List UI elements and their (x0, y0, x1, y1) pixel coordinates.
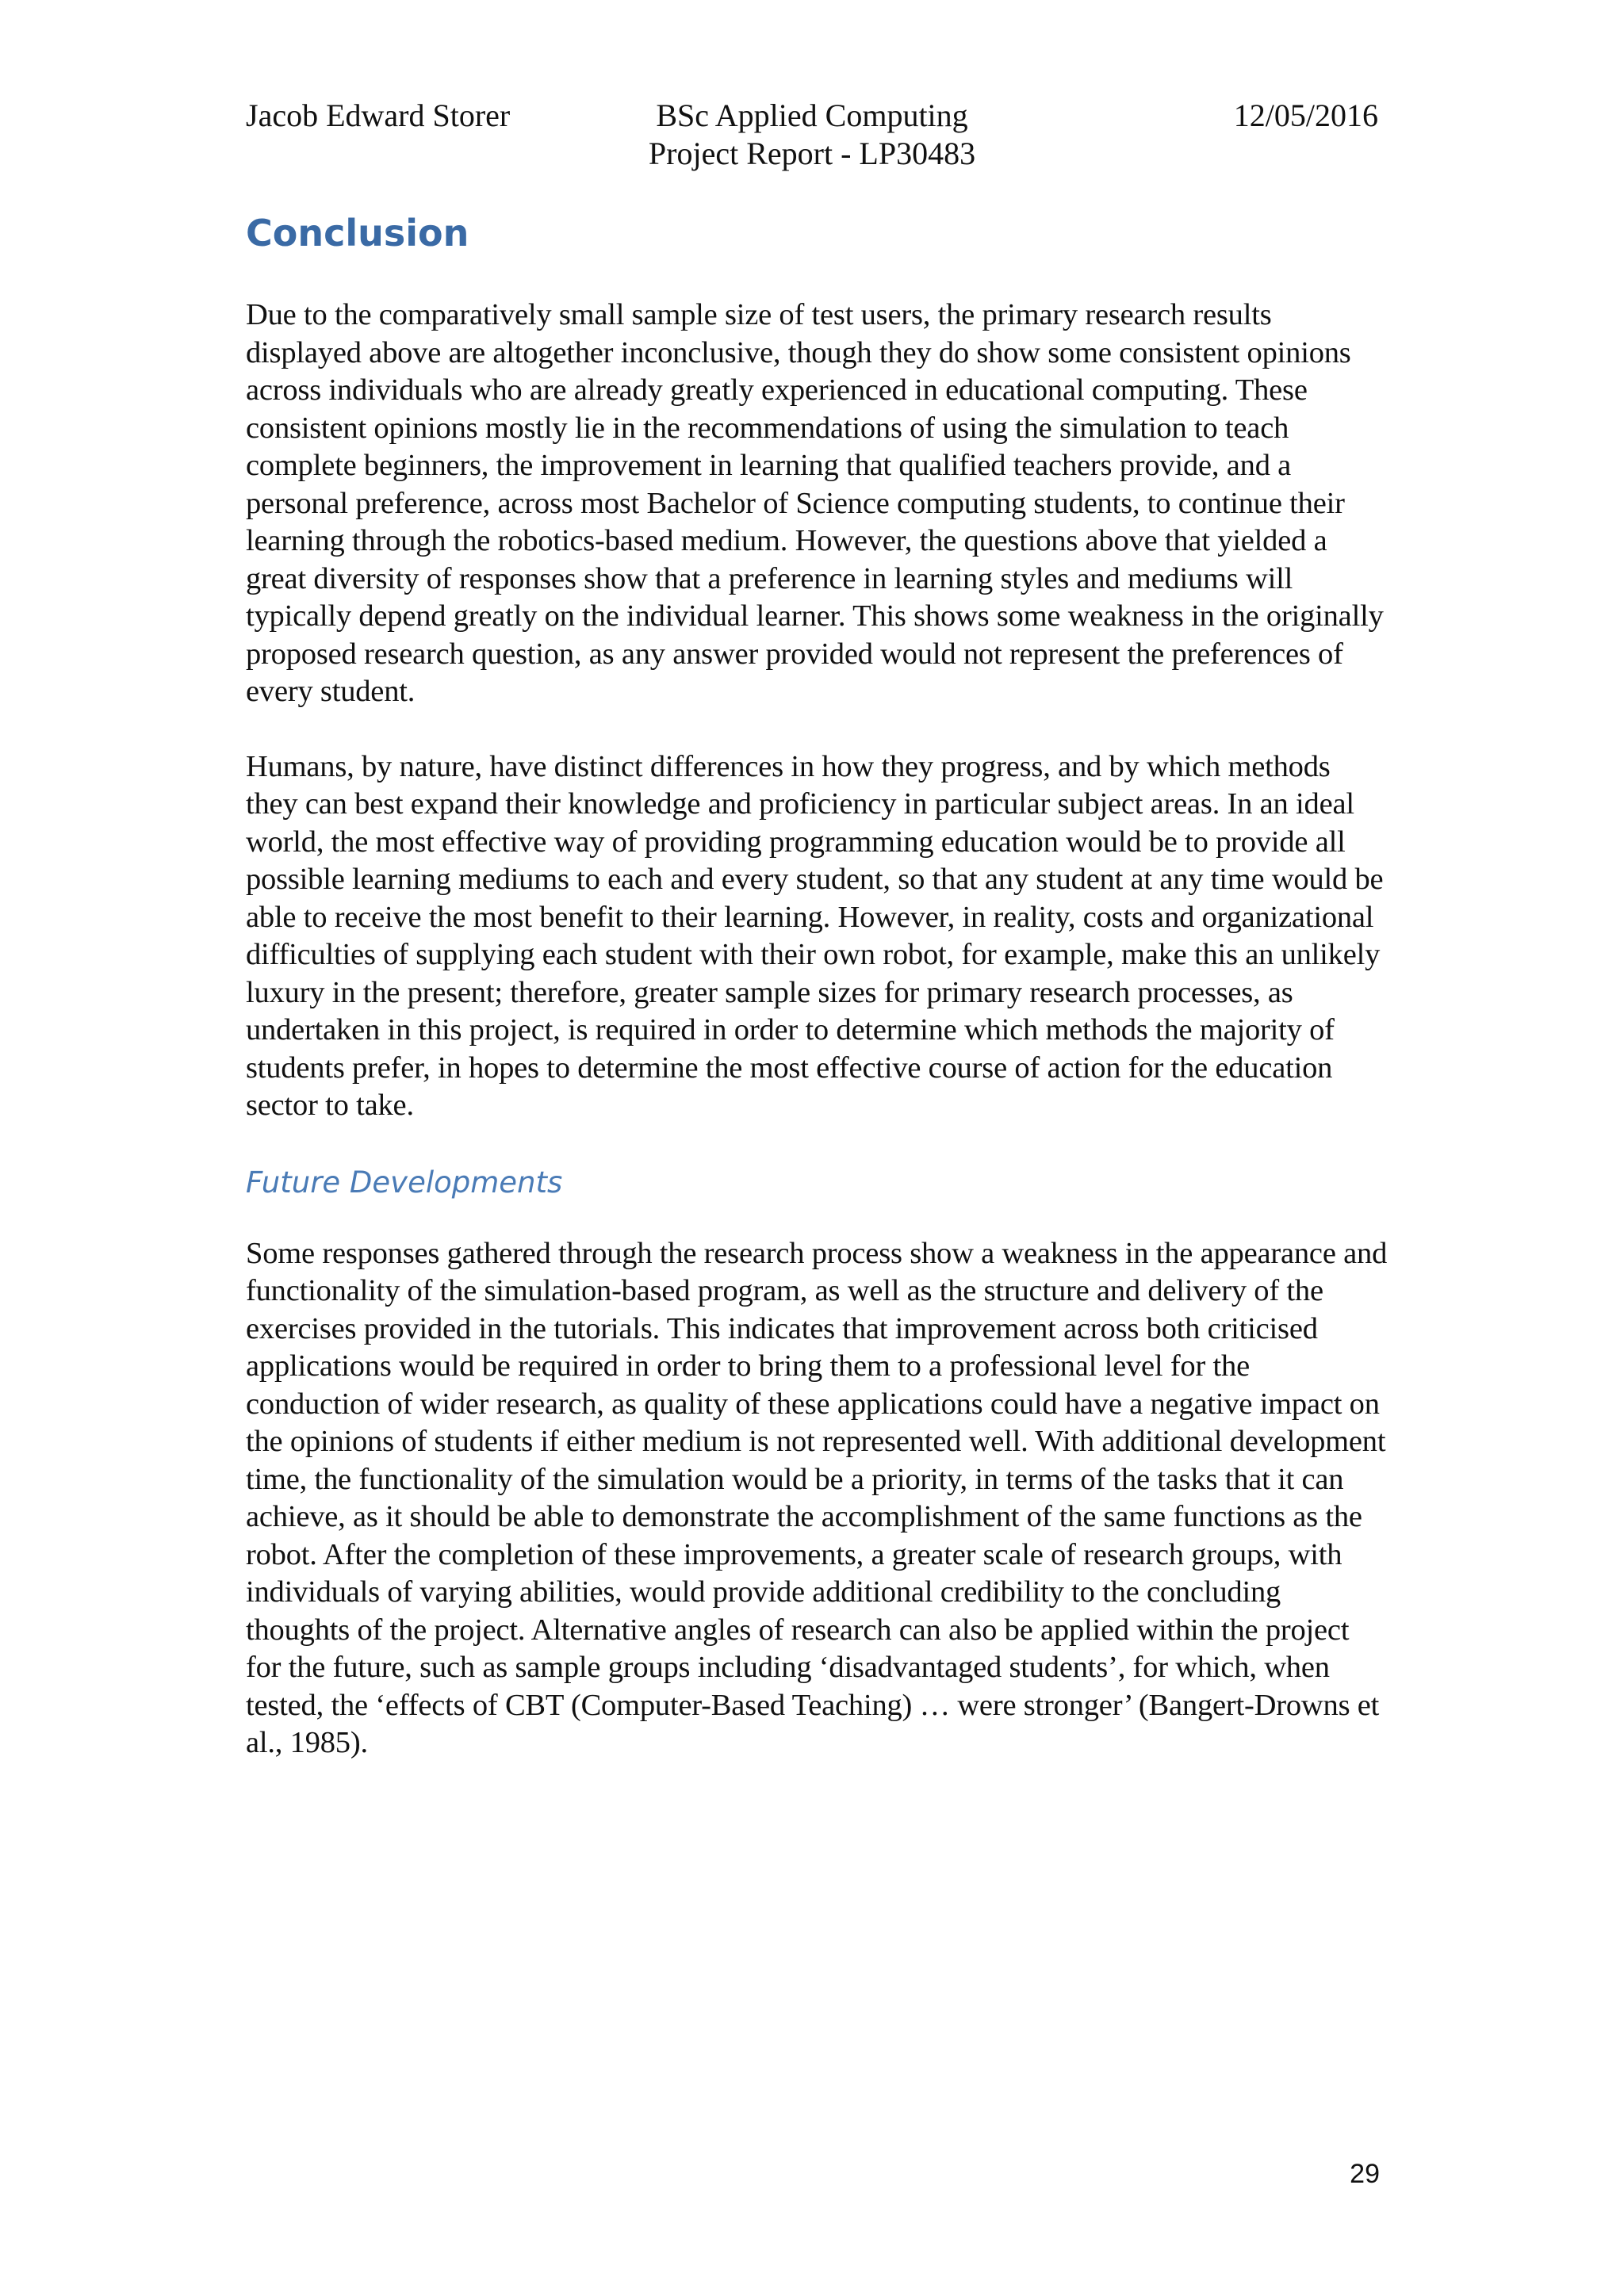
header-author: Jacob Edward Storer (246, 98, 511, 133)
page-number: 29 (1350, 2159, 1380, 2189)
page-header (246, 94, 1378, 173)
document-body (246, 208, 1388, 1800)
header-project-code: Project Report - LP30483 (648, 136, 976, 171)
header-course-title: BSc Applied Computing (656, 98, 968, 133)
conclusion-heading: Conclusion (246, 212, 469, 254)
header-date: 12/05/2016 (1233, 98, 1378, 133)
header-course (246, 97, 1378, 173)
conclusion-paragraph-1: Due to the comparatively small sample size of test users, the primary research results displayed above are altogether inconclusive, though they do show some consistent opinions across individuals who are already greatly experienced in educational computing. These consistent opinions mostly lie in the recommendations of using the simulation to teach complete beginners, the improvement in learning that qualified teachers provide, and a personal preference, across most Bachelor of Science computing students, to continue their learning through the robotics-based medium. However, the questions above that yielded a great diversity of responses show that a preference in learning styles and mediums will typically depend greatly on the individual learner. This shows some weakness in the originally proposed research question, as any answer provided would not represent the preferences of every student. (246, 298, 1384, 708)
conclusion-paragraph-2: Humans, by nature, have distinct differences in how they progress, and by which methods they can best expand their knowledge and proficiency in particular subject areas. In an ideal world, the most effective way of providing programming education would be to provide all possible learning mediums to each and every student, so that any student at any time would be able to receive the most benefit to their learning. However, in reality, costs and organizational difficulties of supplying each student with their own robot, for example, make this an unlikely luxury in the present; therefore, greater sample sizes for primary research processes, as undertaken in this project, is required in order to determine which methods the majority of students prefer, in hopes to determine the most effective course of action for the education sector to take. (246, 749, 1384, 1122)
future-developments-paragraph: Some responses gathered through the research process show a weakness in the appearance and functionality of the simulation-based program, as well as the structure and delivery of the exercises provided in the tutorials. This indicates that improvement across both criticised applications would be required in order to bring them to a professional level for the conduction of wider research, as quality of these applications could have a negative impact on the opinions of students if either medium is not represented well. With additional development time, the functionality of the simulation would be a priority, in terms of the tasks that it can achieve, as it should be able to demonstrate the accomplishment of the same functions as the robot. After the completion of these improvements, a greater scale of research groups, with individuals of varying abilities, would provide additional credibility to the concluding thoughts of the project. Alternative angles of research can also be applied within the project for the future, such as sample groups including ‘disadvantaged students’, for which, when tested, the ‘effects of CBT (Computer-Based Teaching) … were stronger’ (Bangert-Drowns et al., 1985). (246, 1236, 1388, 1759)
future-developments-heading: Future Developments (246, 1165, 563, 1200)
